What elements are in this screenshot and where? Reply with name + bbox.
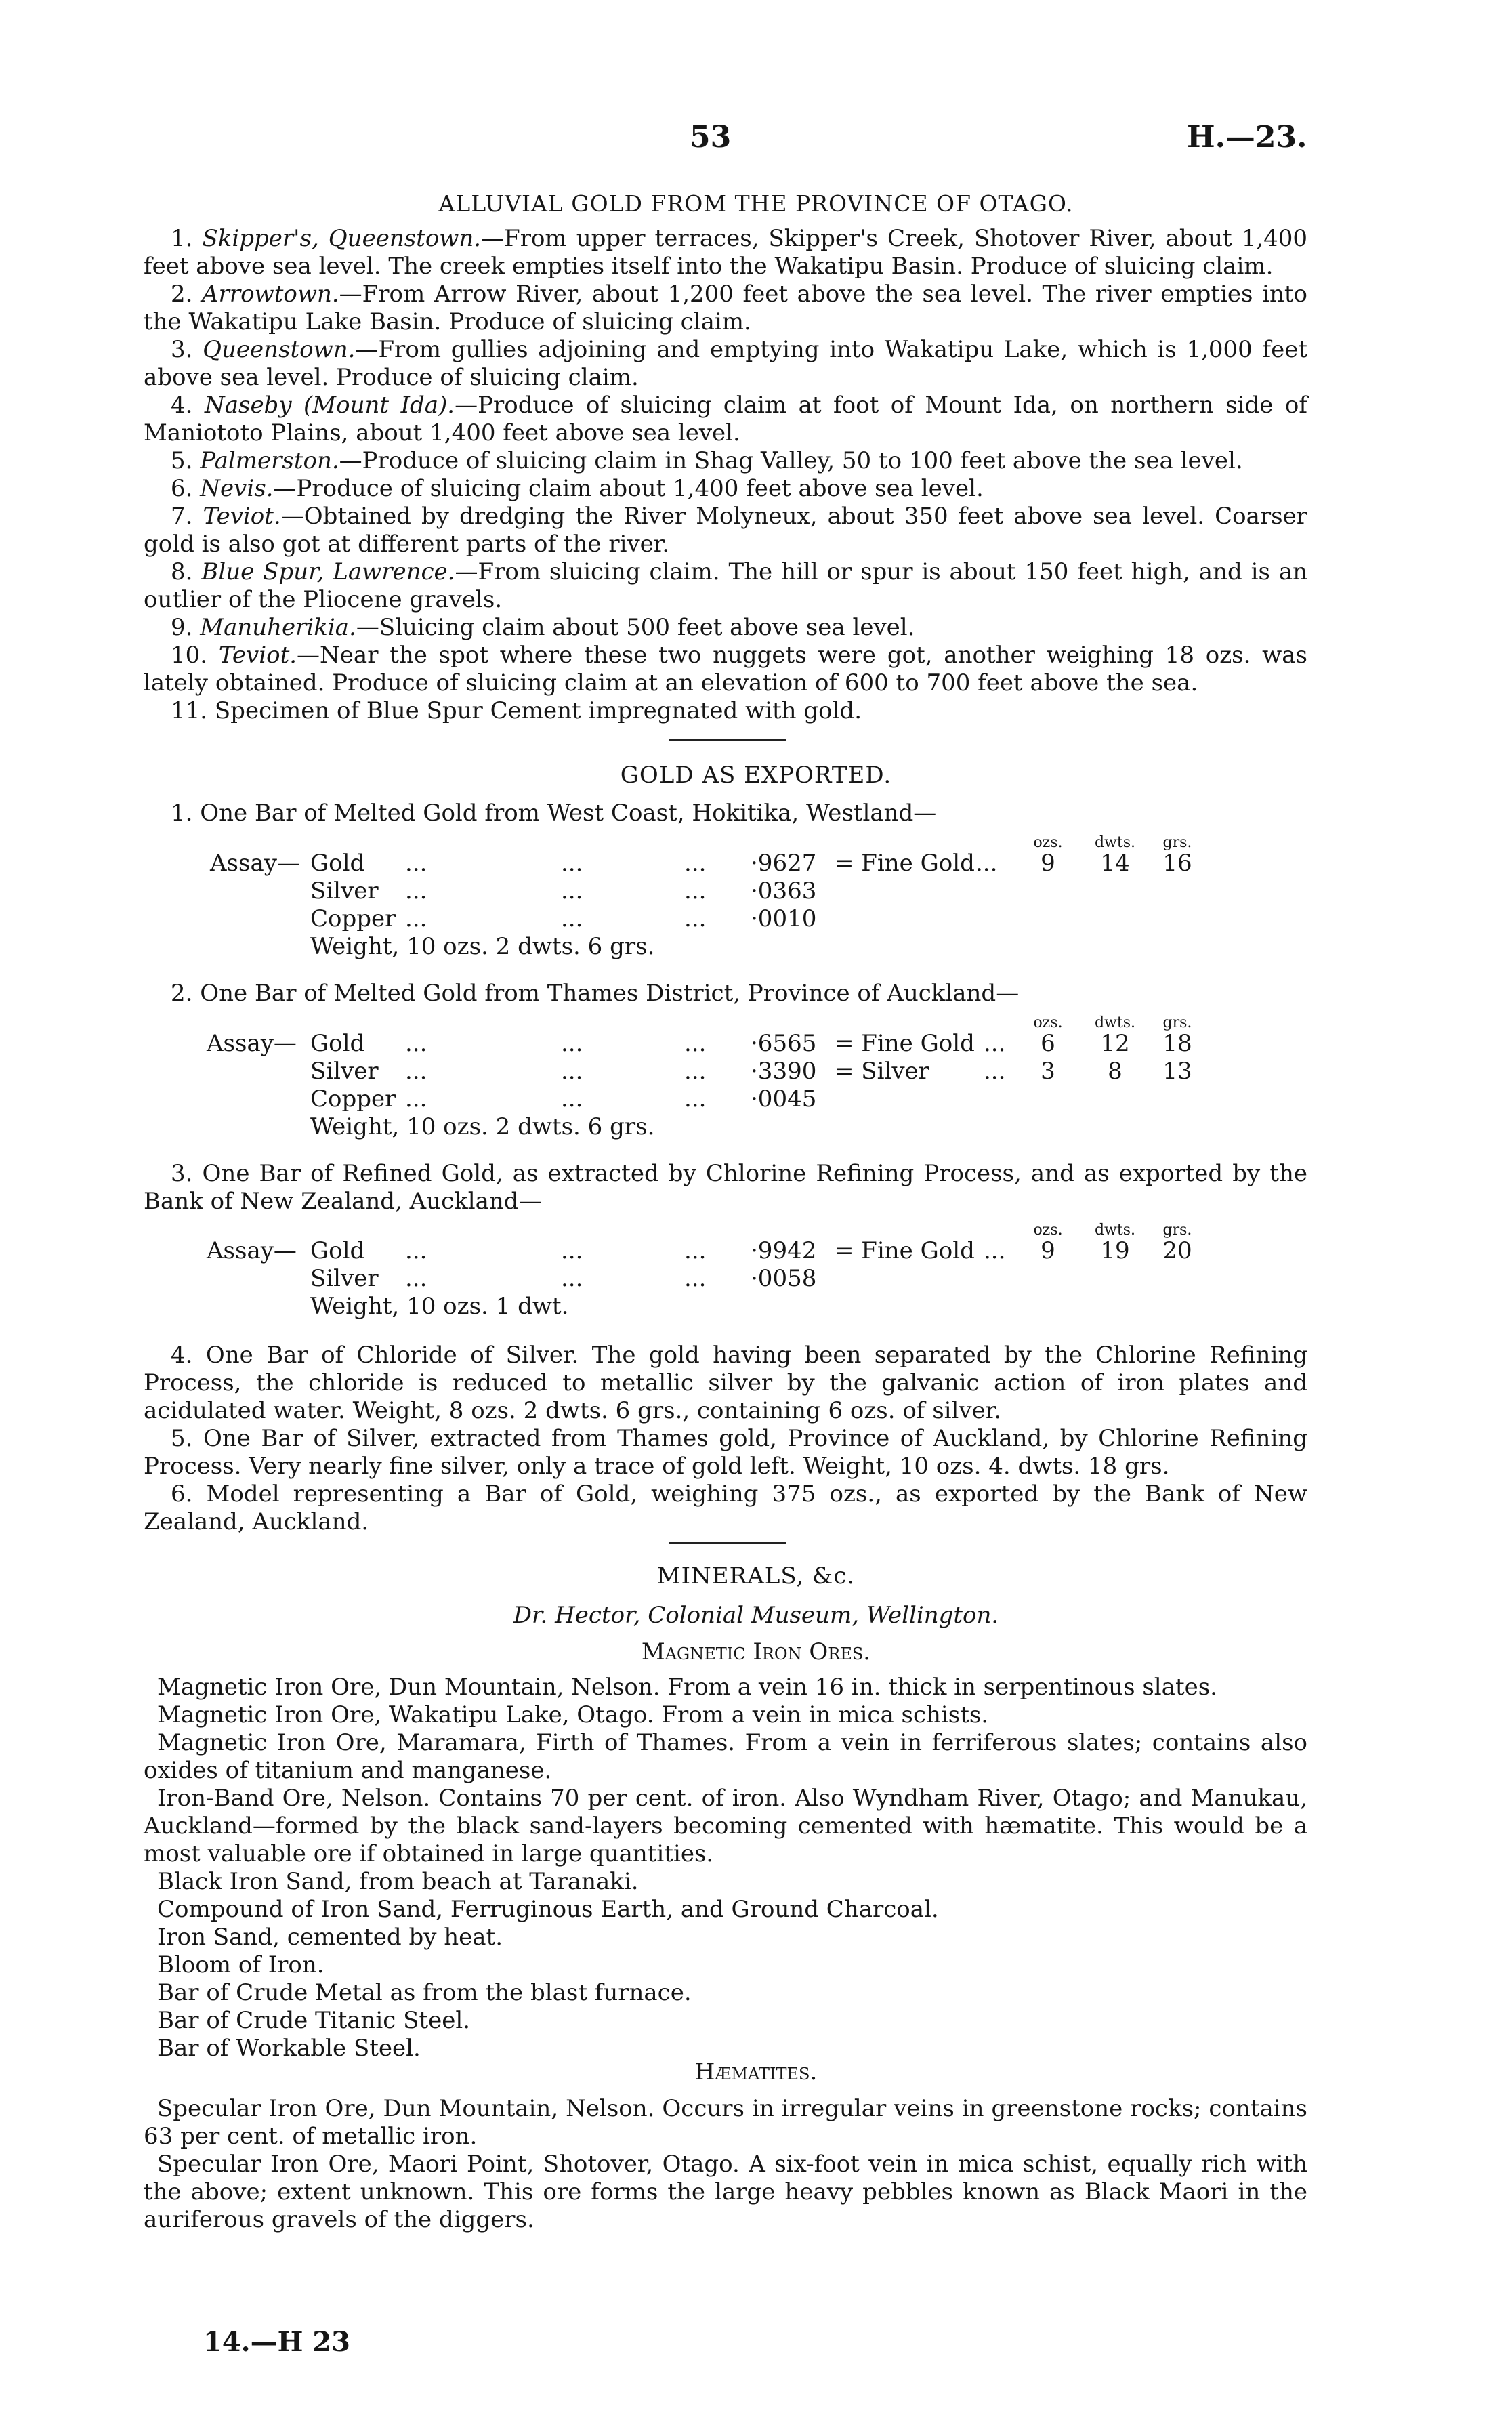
- grs-value: 20: [1162, 1237, 1192, 1264]
- dots: ...: [405, 905, 427, 932]
- ozs-value: 6: [1041, 1030, 1055, 1057]
- assay-value: ·6565: [751, 1030, 817, 1057]
- dwts-value: 8: [1108, 1058, 1122, 1085]
- exported-item-6: 6. Model representing a Bar of Gold, weighing 375 ozs., as exported by the Bank of New Zealand, Auckland.: [144, 1480, 1307, 1535]
- dots: ...: [561, 905, 583, 932]
- assay-row: [0, 850, 1512, 877]
- dots: ...: [684, 1030, 707, 1057]
- dots: ...: [684, 877, 707, 905]
- dots: ...: [984, 1237, 1006, 1264]
- assay-result: = Silver: [835, 1058, 929, 1085]
- weight-row: [0, 1113, 1512, 1141]
- mineral-item: Bar of Crude Titanic Steel.: [157, 2007, 471, 2034]
- alluvial-entry: 11. Specimen of Blue Spur Cement impregnated with gold.: [171, 697, 862, 724]
- haematites-list: [144, 2095, 1307, 2234]
- assay-row: [0, 1085, 1512, 1113]
- bar1-intro: 1. One Bar of Melted Gold from West Coast, Hokitika, Westland—: [171, 800, 937, 827]
- section-divider: [669, 739, 786, 741]
- alluvial-entry: 9. Manuherikia.—Sluicing claim about 500 feet above sea level.: [171, 614, 915, 641]
- exported-item-5: 5. One Bar of Silver, extracted from Thames gold, Province of Auckland, by Chlorine Refining Process. Very nearly fine silver, only a trace of gold left. Weight, 10 ozs. 4. dwts. 18 grs.: [144, 1425, 1307, 1480]
- dots: ...: [561, 850, 583, 877]
- dots: ...: [405, 1030, 427, 1057]
- dots: ...: [684, 1058, 707, 1085]
- assay-value: ·0010: [751, 905, 817, 932]
- unit-dwts: dwts.: [1094, 1222, 1136, 1239]
- assay-row: [0, 1265, 1512, 1293]
- dots: ...: [684, 1085, 707, 1113]
- page-number: 53: [690, 120, 732, 154]
- dwts-value: 19: [1100, 1237, 1130, 1264]
- mineral-item: Compound of Iron Sand, Ferruginous Earth, and Ground Charcoal.: [157, 1896, 939, 1923]
- assay-label: Assay—: [207, 1030, 297, 1057]
- unit-grs: grs.: [1162, 1222, 1192, 1239]
- metal: Silver: [310, 1265, 379, 1292]
- mineral-item: Iron-Band Ore, Nelson. Contains 70 per cent. of iron. Also Wyndham River, Otago; and Manukau, Auckland—formed by the black sand-layers becoming cemented with hæmatite. This would be a most valuable ore if obtained in large quantities.: [144, 1785, 1307, 1867]
- alluvial-entry: 4. Naseby (Mount Ida).—Produce of sluicing claim at foot of Mount Ida, on northern side of Maniototo Plains, about 1,400 feet above sea level.: [144, 392, 1307, 447]
- assay-row: [0, 1030, 1512, 1058]
- weight: Weight, 10 ozs. 1 dwt.: [310, 1293, 569, 1320]
- dots: ...: [561, 1030, 583, 1057]
- metal: Gold: [310, 850, 365, 877]
- minerals-title: MINERALS, &c.: [656, 1562, 856, 1590]
- mineral-item: Black Iron Sand, from beach at Taranaki.: [157, 1868, 639, 1895]
- alluvial-entry: 3. Queenstown.—From gullies adjoining and emptying into Wakatipu Lake, which is 1,000 feet above sea level. Produce of sluicing claim.: [144, 336, 1307, 391]
- ozs-value: 9: [1041, 1237, 1055, 1264]
- weight-row: [0, 933, 1512, 961]
- alluvial-entry: 10. Teviot.—Near the spot where these two nuggets were got, another weighing 18 ozs. was lately obtained. Produce of sluicing claim at an elevation of 600 to 700 feet above the sea.: [144, 642, 1307, 697]
- mineral-item: Bloom of Iron.: [157, 1951, 324, 1978]
- unit-grs: grs.: [1162, 1014, 1192, 1031]
- dots: ...: [561, 1265, 583, 1292]
- mineral-item: Specular Iron Ore, Dun Mountain, Nelson. Occurs in irregular veins in greenstone rocks; contains 63 per cent. of metallic iron.: [144, 2095, 1307, 2150]
- assay-label: Assay—: [207, 1237, 297, 1264]
- weight: Weight, 10 ozs. 2 dwts. 6 grs.: [310, 1113, 655, 1140]
- alluvial-list: [144, 225, 1307, 725]
- dots: ...: [405, 1058, 427, 1085]
- assay-row: [0, 877, 1512, 905]
- grs-value: 18: [1162, 1030, 1192, 1057]
- assay-value: ·0045: [751, 1085, 817, 1113]
- unit-grs: grs.: [1162, 834, 1192, 851]
- dots: ...: [684, 1237, 707, 1264]
- dots: ...: [561, 1058, 583, 1085]
- assay-value: ·9942: [751, 1237, 817, 1264]
- magnetic-heading: Magnetic Iron Ores.: [641, 1638, 871, 1665]
- weight-row: [0, 1293, 1512, 1321]
- mineral-item: Specular Iron Ore, Maori Point, Shotover, Otago. A six-foot vein in mica schist, equally rich with the above; extent unknown. This ore forms the large heavy pebbles known as Black Maori in the auriferous gravels of the diggers.: [144, 2151, 1307, 2233]
- assay-value: ·0363: [751, 877, 817, 905]
- unit-ozs: ozs.: [1033, 1222, 1063, 1239]
- dots: ...: [984, 1058, 1006, 1085]
- metal: Gold: [310, 1237, 365, 1264]
- alluvial-title: ALLUVIAL GOLD FROM THE PROVINCE OF OTAGO.: [438, 190, 1074, 217]
- dwts-value: 14: [1100, 850, 1130, 877]
- weight: Weight, 10 ozs. 2 dwts. 6 grs.: [310, 933, 655, 960]
- assay-result: = Fine Gold: [835, 1030, 975, 1057]
- signature-mark: 14.—H 23: [203, 2326, 350, 2358]
- dots: ...: [561, 1085, 583, 1113]
- ozs-value: 9: [1041, 850, 1055, 877]
- alluvial-entry: 2. Arrowtown.—From Arrow River, about 1,200 feet above the sea level. The river empties into the Wakatipu Lake Basin. Produce of sluicing claim.: [144, 281, 1307, 335]
- metal: Silver: [310, 877, 379, 905]
- assay-result: = Fine Gold: [835, 1237, 975, 1264]
- assay-value: ·3390: [751, 1058, 817, 1085]
- dots: ...: [405, 877, 427, 905]
- mineral-item: Magnetic Iron Ore, Maramara, Firth of Thames. From a vein in ferriferous slates; contains also oxides of titanium and manganese.: [144, 1729, 1307, 1784]
- assay-value: ·0058: [751, 1265, 817, 1292]
- dots: ...: [405, 1265, 427, 1292]
- dots: ...: [975, 850, 998, 877]
- minerals-subtitle: Dr. Hector, Colonial Museum, Wellington.: [513, 1602, 999, 1629]
- mineral-item: Magnetic Iron Ore, Dun Mountain, Nelson. From a vein 16 in. thick in serpentinous slates.: [157, 1674, 1217, 1701]
- exported-title: GOLD AS EXPORTED.: [620, 762, 892, 789]
- exported-notes: [144, 1342, 1307, 1536]
- mineral-item: Iron Sand, cemented by heat.: [157, 1924, 503, 1951]
- alluvial-entry: 5. Palmerston.—Produce of sluicing claim in Shag Valley, 50 to 100 feet above the sea level.: [171, 447, 1243, 474]
- assay-label: Assay—: [210, 850, 300, 877]
- dots: ...: [405, 1085, 427, 1113]
- section-divider: [669, 1542, 786, 1544]
- assay-row: [0, 1058, 1512, 1085]
- dots: ...: [561, 877, 583, 905]
- metal: Silver: [310, 1058, 379, 1085]
- assay-value: ·9627: [751, 850, 817, 877]
- bar3-intro-text: 3. One Bar of Refined Gold, as extracted by Chlorine Refining Process, and as exported by the Bank of New Zealand, Auckland—: [144, 1160, 1307, 1215]
- dots: ...: [405, 850, 427, 877]
- dots: ...: [684, 1265, 707, 1292]
- alluvial-entry: 8. Blue Spur, Lawrence.—From sluicing claim. The hill or spur is about 150 feet high, and is an outlier of the Pliocene gravels.: [144, 558, 1307, 613]
- dwts-value: 12: [1100, 1030, 1130, 1057]
- grs-value: 16: [1162, 850, 1192, 877]
- dots: ...: [984, 1030, 1006, 1057]
- unit-ozs: ozs.: [1033, 1014, 1063, 1031]
- unit-dwts: dwts.: [1094, 1014, 1136, 1031]
- alluvial-entry: 7. Teviot.—Obtained by dredging the River Molyneux, about 350 feet above sea level. Coarser gold is also got at different parts of the river.: [144, 503, 1307, 558]
- dots: ...: [684, 905, 707, 932]
- mineral-item: Magnetic Iron Ore, Wakatipu Lake, Otago. From a vein in mica schists.: [157, 1701, 989, 1728]
- document-reference: H.—23.: [1187, 120, 1307, 154]
- assay-result: = Fine Gold: [835, 850, 975, 877]
- metal: Copper: [310, 905, 396, 932]
- assay-row: [0, 905, 1512, 933]
- metal: Gold: [310, 1030, 365, 1057]
- ozs-value: 3: [1041, 1058, 1055, 1085]
- dots: ...: [684, 850, 707, 877]
- magnetic-list: [144, 1674, 1307, 2063]
- mineral-item: Bar of Crude Metal as from the blast furnace.: [157, 1979, 692, 2006]
- bar2-intro: 2. One Bar of Melted Gold from Thames District, Province of Auckland—: [171, 980, 1020, 1007]
- alluvial-entry: 1. Skipper's, Queenstown.—From upper terraces, Skipper's Creek, Shotover River, about 1,400 feet above sea level. The creek empties itself into the Wakatipu Basin. Produce of sluicing claim.: [144, 225, 1307, 280]
- alluvial-entry: 6. Nevis.—Produce of sluicing claim about 1,400 feet above sea level.: [171, 475, 984, 502]
- bar3-intro: [144, 1160, 1307, 1216]
- grs-value: 13: [1162, 1058, 1192, 1085]
- dots: ...: [405, 1237, 427, 1264]
- assay-row: [0, 1237, 1512, 1265]
- unit-dwts: dwts.: [1094, 834, 1136, 851]
- mineral-item: Bar of Workable Steel.: [157, 2035, 421, 2062]
- dots: ...: [561, 1237, 583, 1264]
- unit-ozs: ozs.: [1033, 834, 1063, 851]
- exported-item-4: 4. One Bar of Chloride of Silver. The gold having been separated by the Chlorine Refining Process, the chloride is reduced to metallic silver by the galvanic action of iron plates and acidulated water. Weight, 8 ozs. 2 dwts. 6 grs., containing 6 ozs. of silver.: [144, 1342, 1307, 1424]
- metal: Copper: [310, 1085, 396, 1113]
- haematites-heading: Hæmatites.: [694, 2058, 818, 2086]
